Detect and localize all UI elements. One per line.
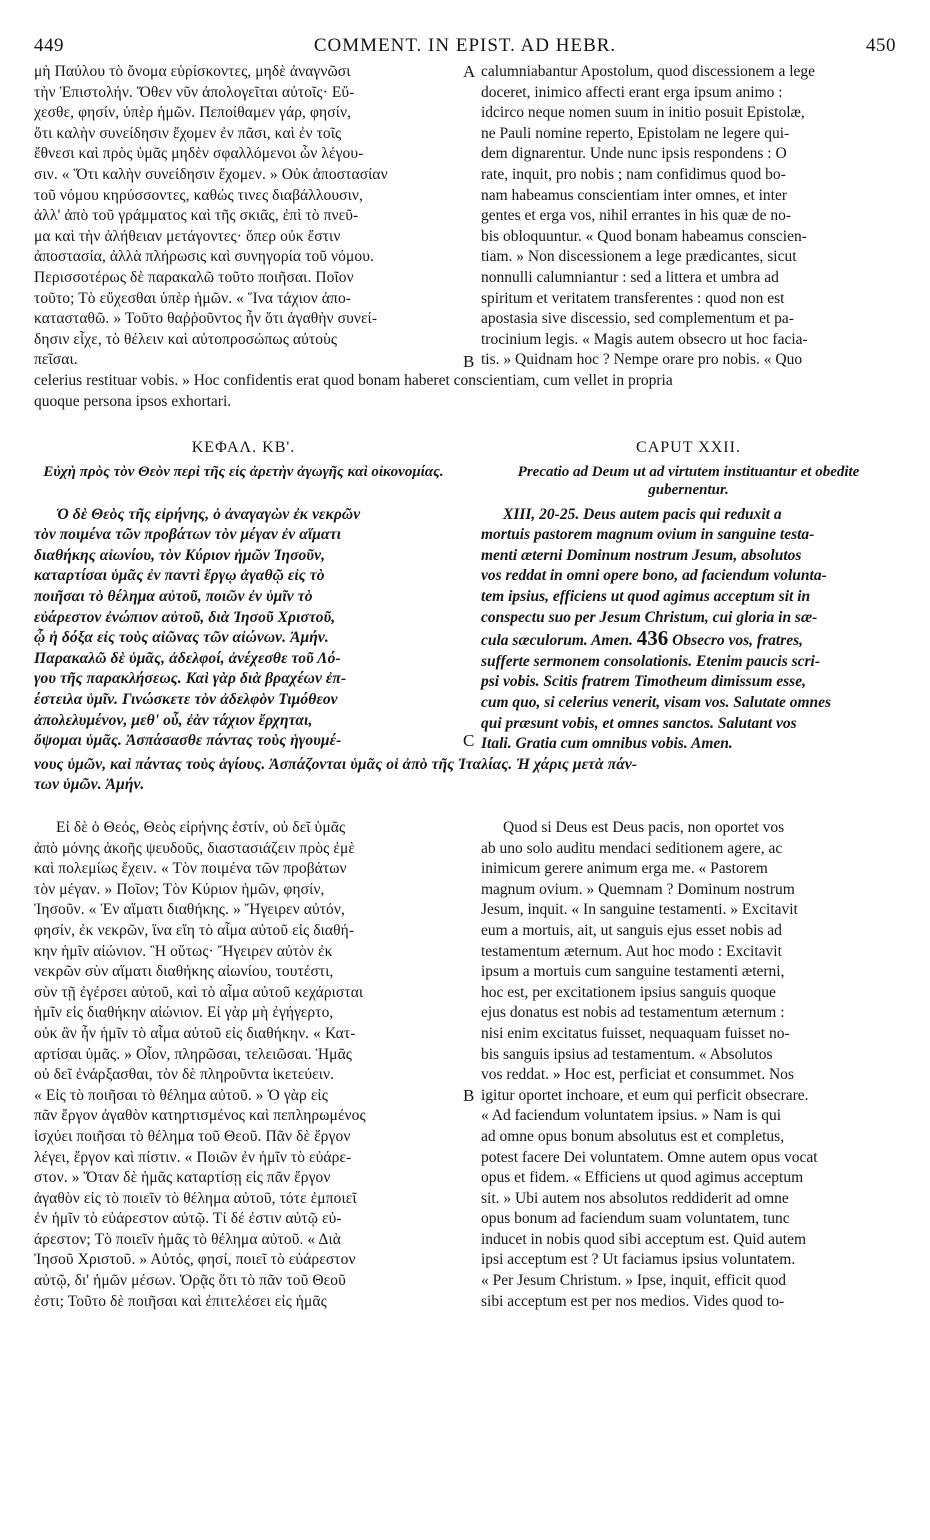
- latin-column-1: [481, 62, 896, 371]
- latin-line: rate, inquit, pro nobis ; nam confidimus quod bo-: [481, 165, 786, 183]
- greek-line: καὶ πολεμίως ἔχειν. « Τὸν ποιμένα τῶν προβάτων: [34, 860, 347, 878]
- latin-line: idcirco neque nomen suum in initio posuit Epistolæ,: [481, 104, 805, 122]
- latin-line: tis. » Quidnam hoc ? Nempe orare pro nobis. « Quo: [481, 351, 803, 369]
- latin-line: eum a mortuis, ait, ut sanguis ejus esset nobis ad: [481, 921, 782, 939]
- latin-line: bis obloquuntur. « Quod bonam habeamus conscien-: [481, 227, 807, 245]
- section-gap: [34, 796, 896, 818]
- latin-line: calumniabantur Apostolum, quod discessionem a lege: [481, 63, 816, 80]
- block-1: [34, 62, 896, 371]
- latin-line: opus bonum ad faciendum suam voluntatem, tunc: [481, 1210, 790, 1228]
- latin-line: gentes et erga vos, nihil errantes in his quæ de no-: [481, 207, 792, 225]
- greek-line: κην ἡμῖν αἰώνιον. Ἢ οὕτως· Ἤγειρεν αὐτὸν ἐκ: [34, 942, 333, 960]
- latin-column-2: [481, 505, 896, 755]
- latin-line: psi vobis. Scitis fratrem Timotheum dimissum esse,: [481, 673, 806, 691]
- latin-line: vos reddat in omni opere bono, ad faciendum volunta-: [481, 567, 827, 585]
- latin-line: « Per Jesum Christum. » Ipse, inquit, efficit quod: [481, 1272, 786, 1290]
- latin-line: inducet in nobis quod sibi acceptum est. Quid autem: [481, 1230, 807, 1248]
- latin-line: tem ipsius, efficiens ut quod agimus acceptum sit in: [481, 588, 811, 606]
- block-2: [34, 505, 896, 755]
- greek-line: κατασταθῶ. » Τοῦτο θαῤῥοῦντος ἦν ὅτι ἀγαθὴν συνεί-: [34, 310, 378, 328]
- latin-line: doceret, inimico affecti erant erga ipsum animo :: [481, 83, 783, 101]
- greek-line: τοῦτο; Τὸ εὔχεσθαι ὑπὲρ ἡμῶν. « Ἵνα τάχιον ἀπο-: [34, 289, 352, 307]
- full-line: των ὑμῶν. Ἀμήν.: [34, 776, 145, 794]
- greek-line: τὸν μέγαν. » Ποῖον; Τὸν Κύριον ἡμῶν, φησίν,: [34, 880, 325, 898]
- greek-line: ἀπὸ μόνης ἀκοῆς ψευδοῦς, διαστασιάζειν πρὸς ἐμὲ: [34, 839, 355, 857]
- latin-line: conspectu suo per Jesum Christum, cui gloria in sæ-: [481, 608, 818, 626]
- latin-line: testamentum æternum. Aut hoc modo : Excitavit: [481, 942, 782, 960]
- greek-line: καταρτίσαι ὑμᾶς ἐν παντὶ ἔργῳ ἀγαθῷ εἰς τὸ: [34, 567, 325, 585]
- latin-line: spiritum et veritatem transferentes : quod non est: [481, 289, 785, 307]
- latin-line: Quod si Deus est Deus pacis, non oportet vos: [503, 819, 785, 836]
- left-page-number: 449: [34, 35, 64, 56]
- greek-line: ἀποστασία, ἀλλὰ πλήρωσις καὶ συνηγορία τοῦ νόμου.: [34, 248, 375, 266]
- greek-line: οὐκ ἂν ἦν ἡμῖν τὸ αἷμα αὐτοῦ εἰς διαθήκην. « Κατ-: [34, 1024, 356, 1042]
- margin-gutter-2: [459, 505, 481, 755]
- margin-marker-b2: B: [463, 1086, 475, 1105]
- chapter-headings: [34, 438, 896, 499]
- latin-line: dem dignarentur. Unde nunc ipsis respondens : O: [481, 145, 787, 163]
- latin-line: mortuis pastorem magnum ovium in sanguine testa-: [481, 526, 815, 544]
- latin-line: igitur oportet inchoare, et eum qui perficit obsecrare.: [481, 1086, 809, 1104]
- greek-line: αρτίσαι ὑμᾶς. » Οἷον, πληρῶσαι, τελειῶσαι. Ἡμᾶς: [34, 1045, 353, 1063]
- greek-line: πεῖσαι.: [34, 351, 78, 369]
- latin-line: nonnulli calumniantur : sed a littera et umbra ad: [481, 268, 779, 286]
- greek-line: Ἰησοῦ Χριστοῦ. » Αὐτός, φησί, ποιεῖ τὸ εὐάρεστον: [34, 1251, 356, 1269]
- greek-line: νεκρῶν σὺν αἵματι διαθήκης αἰωνίου, τουτέστι,: [34, 963, 334, 981]
- greek-line: σὺν τῇ ἐγέρσει αὐτοῦ, καὶ τὸ αἷμα αὐτοῦ κεχάρισται: [34, 983, 364, 1001]
- latin-line: nam habeamus conscientiam inter omnes, et inter: [481, 186, 788, 204]
- greek-line: ποιῆσαι τὸ θέλημα αὐτοῦ, ποιῶν ἐν ὑμῖν τὸ: [34, 588, 313, 606]
- margin-gutter-3: [459, 818, 481, 1312]
- latin-line: Itali. Gratia cum omnibus vobis. Amen.: [481, 735, 733, 753]
- latin-line-with-number: [481, 628, 896, 652]
- greek-line: Περισσοτέρως δὲ παρακαλῶ τοῦτο ποιῆσαι. Ποῖον: [34, 268, 354, 286]
- latin-chapter-subtitle: Precatio ad Deum ut ad virtutem instituantur et obedite gubernentur.: [517, 463, 860, 498]
- greek-column-1: [34, 62, 459, 371]
- greek-line: λέγει, ἔργον καὶ πίστιν. « Ποιῶν ἐν ἡμῖν τὸ εὐάρε-: [34, 1148, 352, 1166]
- right-page-number: 450: [866, 35, 896, 56]
- greek-line: ὄψομαι ὑμᾶς. Ἀσπάσασθε πάντας τοὺς ἡγουμέ-: [34, 732, 342, 750]
- full-line: celerius restituar vobis. » Hoc confidentis erat quod bonam haberet conscientiam, cum vellet in propria: [34, 371, 673, 389]
- latin-line: sufferte sermonem consolationis. Etenim paucis scri-: [481, 652, 821, 670]
- greek-line: δησιν εἶχε, τὸ θέλειν καὶ αὐτοπροσώπως αὐτοὺς: [34, 330, 338, 348]
- latin-line: ne Pauli nomine reperto, Epistolam ne legere qui-: [481, 124, 790, 142]
- greek-line: ἡμῖν εἰς διαθήκην αἰώνιον. Εἰ γὰρ μὴ ἐγήγερτο,: [34, 1004, 334, 1022]
- greek-line: άρεστον; Τὸ ποιεῖν ἡμᾶς τὸ θέλημα αὐτοῦ. « Διὰ: [34, 1230, 341, 1248]
- latin-line: trocinium legis. « Magis autem obsecro ut hoc facia-: [481, 330, 808, 348]
- full-width-text-2: [34, 755, 896, 796]
- latin-line: opus et fidem. « Efficiens ut quod agimus acceptum: [481, 1169, 804, 1187]
- latin-line: bis sanguis ipsius ad testamentum. « Absolutos: [481, 1045, 773, 1063]
- margin-marker-c: C: [463, 730, 475, 750]
- margin-gutter-chapter: [459, 438, 481, 499]
- greek-line: στον. » Ὅταν δὲ ἡμᾶς καταρτίσῃ εἰς πᾶν ἔργον: [34, 1169, 331, 1187]
- marginal-page-number: 436: [636, 626, 669, 651]
- greek-line: οὐ δεῖ ἐνάρξασθαι, τὸν δὲ πληροῦντα ἱκετεύειν.: [34, 1066, 335, 1084]
- page-header: [34, 36, 896, 62]
- full-line: quoque persona ipsos exhortari.: [34, 392, 232, 410]
- greek-line: πᾶν ἔργον ἀγαθὸν κατηρτισμένος καὶ πεπληρωμένος: [34, 1107, 366, 1125]
- greek-line: αὐτῷ, δι' ἡμῶν μέσων. Ὁρᾷς ὅτι τὸ πᾶν τοῦ Θεοῦ: [34, 1272, 346, 1290]
- latin-line: « Ad faciendum voluntatem ipsius. » Nam is qui: [481, 1107, 782, 1125]
- greek-line: σιν. « Ὅτι καλὴν συνείδησιν ἔχομεν. » Οὐκ ἀποστασίαν: [34, 165, 388, 183]
- greek-line: ὅτι καλὴν συνείδησιν ἔχομεν ἐν πᾶσι, καὶ ἐν τοῖς: [34, 124, 342, 142]
- latin-chapter-title: CAPUT XXII.: [636, 439, 741, 457]
- greek-line: ἀγαθὸν εἰς τὸ ποιεῖν τὸ θέλημα αὐτοῦ, τότε ἐμποιεῖ: [34, 1189, 357, 1207]
- latin-line: ab uno solo auditu mendaci seditionem agere, ac: [481, 839, 783, 857]
- greek-line: « Εἰς τὸ ποιῆσαι τὸ θέλημα αὐτοῦ. » Ὁ γὰρ εἰς: [34, 1086, 328, 1104]
- latin-line: ejus donatus est nobis ad testamentum æternum :: [481, 1004, 785, 1022]
- greek-chapter-subtitle: Εὐχὴ πρὸς τὸν Θεὸν περὶ τῆς εἰς ἀρετὴν ἀγωγῆς καὶ οἰκονομίας.: [43, 463, 444, 480]
- latin-line: ipsum a mortuis cum sanguine testamenti æterni,: [481, 963, 785, 981]
- greek-line: εὐάρεστον ἐνώπιον αὐτοῦ, διὰ Ἰησοῦ Χριστοῦ,: [34, 608, 336, 626]
- greek-chapter-heading: [34, 438, 459, 499]
- latin-line: potest facere Dei voluntatem. Omne autem opus vocat: [481, 1148, 818, 1166]
- latin-line: sibi acceptum est per nos medios. Vides quod to-: [481, 1292, 785, 1310]
- greek-line: μα καὶ τὴν ἀλήθειαν μετάγοντες· ὅπερ οὐκ ἔστιν: [34, 227, 341, 245]
- latin-line: nisi enim excitatus fuisset, nequaquam fuisset no-: [481, 1024, 790, 1042]
- latin-column-3: [481, 818, 896, 1312]
- greek-line: ᾧ ἡ δόξα εἰς τοὺς αἰῶνας τῶν αἰώνων. Ἀμήν.: [34, 629, 329, 647]
- greek-line: ἰσχύει ποιῆσαι τὸ θέλημα τοῦ Θεοῦ. Πᾶν δὲ ἔργον: [34, 1127, 351, 1145]
- greek-column-3: [34, 818, 459, 1312]
- greek-line: μὴ Παύλου τὸ ὄνομα εὑρίσκοντες, μηδὲ ἀναγνῶσι: [34, 63, 351, 80]
- margin-marker-b: B: [463, 352, 475, 371]
- greek-line: φησίν, ἐκ νεκρῶν, ἵνα εἴη τὸ αἷμα αὐτοῦ εἰς διαθή-: [34, 921, 355, 939]
- greek-line: Ἰησοῦν. « Ἐν αἵματι διαθήκης. » Ἤγειρεν αὐτόν,: [34, 901, 345, 919]
- greek-line: Παρακαλῶ δὲ ὑμᾶς, ἀδελφοί, ἀνέχεσθε τοῦ Λό-: [34, 649, 341, 667]
- latin-line: Jesum, inquit. « In sanguine testamenti. » Excitavit: [481, 901, 798, 919]
- full-line: νους ὑμῶν, καὶ πάντας τοὺς ἁγίους. Ἀσπάζονται ὑμᾶς οἱ ἀπὸ τῆς Ἰταλίας. Ἡ χάρις μετὰ πάν-: [34, 755, 638, 773]
- full-width-text-1: [34, 371, 896, 412]
- greek-line: Ὁ δὲ Θεὸς τῆς εἰρήνης, ὁ ἀναγαγὼν ἐκ νεκρῶν: [56, 505, 361, 523]
- latin-line: apostasia sive discessio, sed complementum et pa-: [481, 310, 794, 328]
- latin-line: sit. » Ubi autem nos absolutos reddiderit ad omne: [481, 1189, 789, 1207]
- latin-line: cum quo, si celerius venerit, visam vos. Salutate omnes: [481, 694, 832, 712]
- latin-line: XIII, 20-25. Deus autem pacis qui reduxit a: [503, 505, 782, 523]
- latin-line: qui præsunt vobis, et omnes sanctos. Salutant vos: [481, 714, 797, 732]
- latin-line: hoc est, per excitationem ipsius sanguis quoque: [481, 983, 776, 1001]
- greek-line: ἀλλ' ἀπὸ τοῦ γράμματος καὶ τῆς σκιᾶς, ἐπὶ τὸ πνεῦ-: [34, 207, 359, 225]
- greek-line: χεσθε, φησίν, ὑπὲρ ἡμῶν. Πεποίθαμεν γάρ, φησίν,: [34, 104, 352, 122]
- latin-line: tiam. » Non discessionem a lege prædicantes, sicut: [481, 248, 797, 266]
- greek-chapter-title: ΚΕΦΑΛ. ΚΒ'.: [191, 439, 296, 457]
- greek-line: τὴν Ἐπιστολήν. Ὅθεν νῦν ἀπολογεῖται αὐτοῖς· Εὔ-: [34, 83, 355, 101]
- margin-gutter-1: [459, 62, 481, 371]
- greek-line: τὸν ποιμένα τῶν προβάτων τὸν μέγαν ἐν αἵματι: [34, 526, 342, 544]
- latin-line: ipsi acceptum est ? Ut faciamus ipsius voluntatem.: [481, 1251, 796, 1269]
- latin-chapter-heading: [481, 438, 896, 499]
- greek-line: Εἰ δὲ ὁ Θεός, Θεὸς εἰρήνης ἐστίν, οὐ δεῖ ὑμᾶς: [56, 819, 346, 836]
- latin-line-part: Obsecro vos, fratres,: [672, 632, 803, 650]
- margin-marker-a: A: [463, 62, 476, 81]
- latin-line: inimicum gerere animum erga me. « Pastorem: [481, 860, 768, 878]
- greek-line: διαθήκης αἰωνίου, τὸν Κύριον ἡμῶν Ἰησοῦν,: [34, 546, 326, 564]
- running-title: COMMENT. IN EPIST. AD HEBR.: [313, 35, 617, 56]
- greek-column-2: [34, 505, 459, 755]
- greek-line: γου τῆς παρακλήσεως. Καὶ γὰρ διὰ βραχέων ἐπ-: [34, 670, 347, 688]
- latin-line: menti æterni Dominum nostrum Jesum, absolutos: [481, 546, 802, 564]
- greek-line: έστειλα ὑμῖν. Γινώσκετε τὸν ἀδελφὸν Τιμόθεον: [34, 691, 338, 709]
- latin-line: vos reddat. » Hoc est, perficiat et consummet. Nos: [481, 1066, 794, 1084]
- block-3: [34, 818, 896, 1312]
- greek-line: ἀπολελυμένον, μεθ' οὗ, ἐὰν τάχιον ἔρχηται,: [34, 711, 313, 729]
- greek-line: ἐστι; Τοῦτο δὲ ποιῆσαι καὶ ἐπιτελέσει εἰς ἡμᾶς: [34, 1292, 327, 1310]
- latin-line: magnum ovium. » Quemnam ? Dominum nostrum: [481, 880, 795, 898]
- latin-line-part: cula sæculorum. Amen.: [481, 632, 633, 650]
- greek-line: ἔθνεσι καὶ πρὸς ὑμᾶς μηδὲν σφαλλόμενοι ὧν λέγου-: [34, 145, 364, 163]
- latin-line: ad omne opus bonum absolutus est et completus,: [481, 1127, 785, 1145]
- greek-line: τοῦ νόμου κηρύσσοντες, καθώς τινες διαβάλλουσιν,: [34, 186, 363, 204]
- greek-line: ἐν ἡμῖν τὸ εὐάρεστον αὐτῷ. Τί δέ ἐστιν αὐτῷ εὐ-: [34, 1210, 342, 1228]
